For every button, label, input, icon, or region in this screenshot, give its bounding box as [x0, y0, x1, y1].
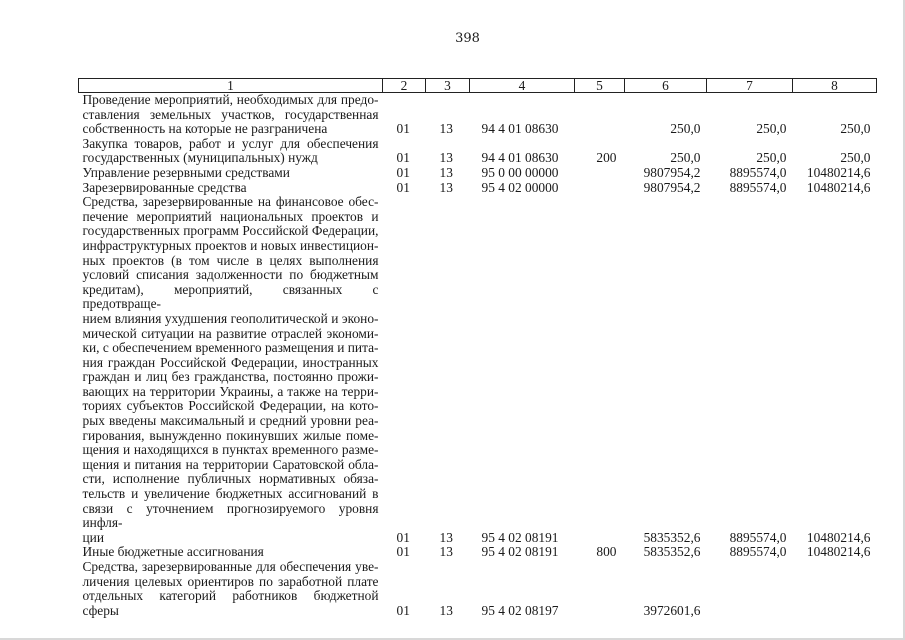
- description-line: ставления земельных участков, государственная: [82, 106, 379, 122]
- row-description: [79, 166, 383, 181]
- table-row: [79, 545, 877, 560]
- description-line: граждан и лиц без гражданства, постоянно прожи-: [82, 369, 379, 385]
- amount-col7: 250,0: [756, 121, 787, 137]
- target-article-code: 95 4 02 00000: [481, 179, 559, 195]
- description-line: Проведение мероприятий, необходимых для предо-: [82, 92, 379, 107]
- amount-col6: 250,0: [670, 121, 701, 137]
- column-header-3: 3: [426, 79, 470, 93]
- description-line: собственность на которые не разграничена: [82, 121, 328, 137]
- amount-col7: [707, 560, 793, 618]
- row-description: [79, 195, 383, 545]
- section-code: 01: [396, 150, 410, 166]
- description-line: ториях субъектов Российской Федерации, на кото-: [82, 398, 379, 414]
- expense-type-code: [575, 93, 625, 137]
- amount-col6: 9807954,2: [643, 164, 701, 180]
- description-line: связи с уточнением прогнозируемого уровня инфля-: [82, 500, 379, 531]
- amount-col6: 9807954,2: [643, 179, 701, 195]
- page-number: 398: [455, 31, 480, 46]
- subsection-code: 13: [439, 602, 453, 618]
- expense-type-code: 200: [596, 150, 617, 166]
- column-header-2: 2: [383, 79, 426, 93]
- description-line: Средства, зарезервированные для обеспечения уве-: [82, 559, 379, 574]
- row-description: [79, 137, 383, 166]
- amount-col7: 8895574,0: [729, 544, 787, 560]
- description-line: личения целевых ориентиров по заработной плате: [82, 573, 379, 589]
- amount-col8: 10480214,6: [806, 179, 871, 195]
- subsection-code: 13: [439, 544, 453, 560]
- description-line: ции: [82, 529, 104, 545]
- amount-col8: 10480214,6: [806, 529, 871, 545]
- amount-col6: 5835352,6: [643, 544, 701, 560]
- subsection-code: 13: [439, 121, 453, 137]
- amount-col6: 250,0: [670, 150, 701, 166]
- table-row: [79, 195, 877, 545]
- description-line: государственных (муниципальных) нужд: [82, 150, 318, 166]
- column-header-5: 5: [575, 79, 625, 93]
- table-row: [79, 93, 877, 137]
- amount-col7: 8895574,0: [729, 529, 787, 545]
- description-line: кредитам), мероприятий, связанных с предотвраще-: [82, 281, 379, 312]
- description-line: Зарезервированные средства: [82, 179, 247, 195]
- column-header-1: 1: [79, 79, 383, 93]
- target-article-code: 95 0 00 00000: [481, 164, 559, 180]
- expense-type-code: [575, 560, 625, 618]
- amount-col7: 8895574,0: [729, 164, 787, 180]
- amount-col8: 250,0: [840, 121, 871, 137]
- description-line: гирования, вынужденно покинувших жилые поме-: [82, 427, 379, 443]
- expense-type-code: [575, 195, 625, 545]
- column-header-6: 6: [625, 79, 707, 93]
- description-line: Управление резервными средствами: [82, 164, 290, 180]
- row-description: [79, 560, 383, 618]
- budget-table: [78, 78, 877, 618]
- expense-type-code: 800: [596, 544, 617, 560]
- description-line: мической ситуации на развитие отраслей экономи-: [82, 325, 379, 341]
- target-article-code: 94 4 01 08630: [481, 121, 559, 137]
- subsection-code: 13: [439, 529, 453, 545]
- subsection-code: 13: [439, 179, 453, 195]
- amount-col7: 8895574,0: [729, 179, 787, 195]
- amount-col8: 10480214,6: [806, 544, 871, 560]
- description-line: тельств и увеличение бюджетных ассигнований в: [82, 486, 379, 502]
- table-row: [79, 560, 877, 618]
- description-line: государственных программ Российской Федерации,: [82, 223, 379, 239]
- amount-col6: 3972601,6: [643, 602, 701, 618]
- row-description: [79, 545, 383, 560]
- description-line: рых введены максимальный и средний уровни реа-: [82, 413, 379, 429]
- table-header-row: [79, 79, 877, 93]
- row-description: [79, 181, 383, 196]
- description-line: сти, исполнение публичных нормативных обяза-: [82, 471, 379, 487]
- description-line: инфраструктурных проектов и новых инвестицион-: [82, 237, 379, 253]
- column-header-8: 8: [793, 79, 877, 93]
- description-line: вающих на территории Украины, а также на терри-: [82, 383, 379, 399]
- table-row: [79, 181, 877, 196]
- target-article-code: 94 4 01 08630: [481, 150, 559, 166]
- description-line: печение мероприятий национальных проектов и: [82, 208, 379, 224]
- description-line: отдельных категорий работников бюджетной сферы: [82, 588, 379, 618]
- description-line: нием влияния ухудшения геополитической и эконо-: [82, 310, 379, 326]
- description-line: Средства, зарезервированные на финансовое обес-: [82, 194, 379, 210]
- amount-col8: [793, 560, 877, 618]
- amount-col8: 10480214,6: [806, 164, 871, 180]
- column-header-4: 4: [470, 79, 575, 93]
- target-article-code: 95 4 02 08191: [481, 529, 559, 545]
- description-line: щения и питания на территории Саратовской обла-: [82, 456, 379, 472]
- description-line: ки, с обеспечением временного размещения и пита-: [82, 340, 379, 356]
- section-code: 01: [396, 179, 410, 195]
- table-row: [79, 166, 877, 181]
- table-row: [79, 137, 877, 166]
- description-line: ных проектов (в том числе в целях выполнения: [82, 252, 379, 268]
- amount-col8: 250,0: [840, 150, 871, 166]
- section-code: 01: [396, 164, 410, 180]
- section-code: 01: [396, 121, 410, 137]
- description-line: щения и находящихся в пунктах временного разме-: [82, 442, 379, 458]
- subsection-code: 13: [439, 150, 453, 166]
- amount-col7: 250,0: [756, 150, 787, 166]
- subsection-code: 13: [439, 164, 453, 180]
- expense-type-code: [575, 166, 625, 181]
- section-code: 01: [396, 544, 410, 560]
- description-line: Закупка товаров, работ и услуг для обеспечения: [82, 135, 379, 151]
- target-article-code: 95 4 02 08191: [481, 544, 559, 560]
- expense-type-code: [575, 181, 625, 196]
- amount-col6: 5835352,6: [643, 529, 701, 545]
- row-description: [79, 93, 383, 137]
- target-article-code: 95 4 02 08197: [481, 602, 559, 618]
- description-line: условий списания задолженности по бюджетным: [82, 267, 379, 283]
- column-header-7: 7: [707, 79, 793, 93]
- description-line: ния граждан Российской Федерации, иностранных: [82, 354, 379, 370]
- description-line: Иные бюджетные ассигнования: [82, 544, 264, 560]
- section-code: 01: [396, 602, 410, 618]
- section-code: 01: [396, 529, 410, 545]
